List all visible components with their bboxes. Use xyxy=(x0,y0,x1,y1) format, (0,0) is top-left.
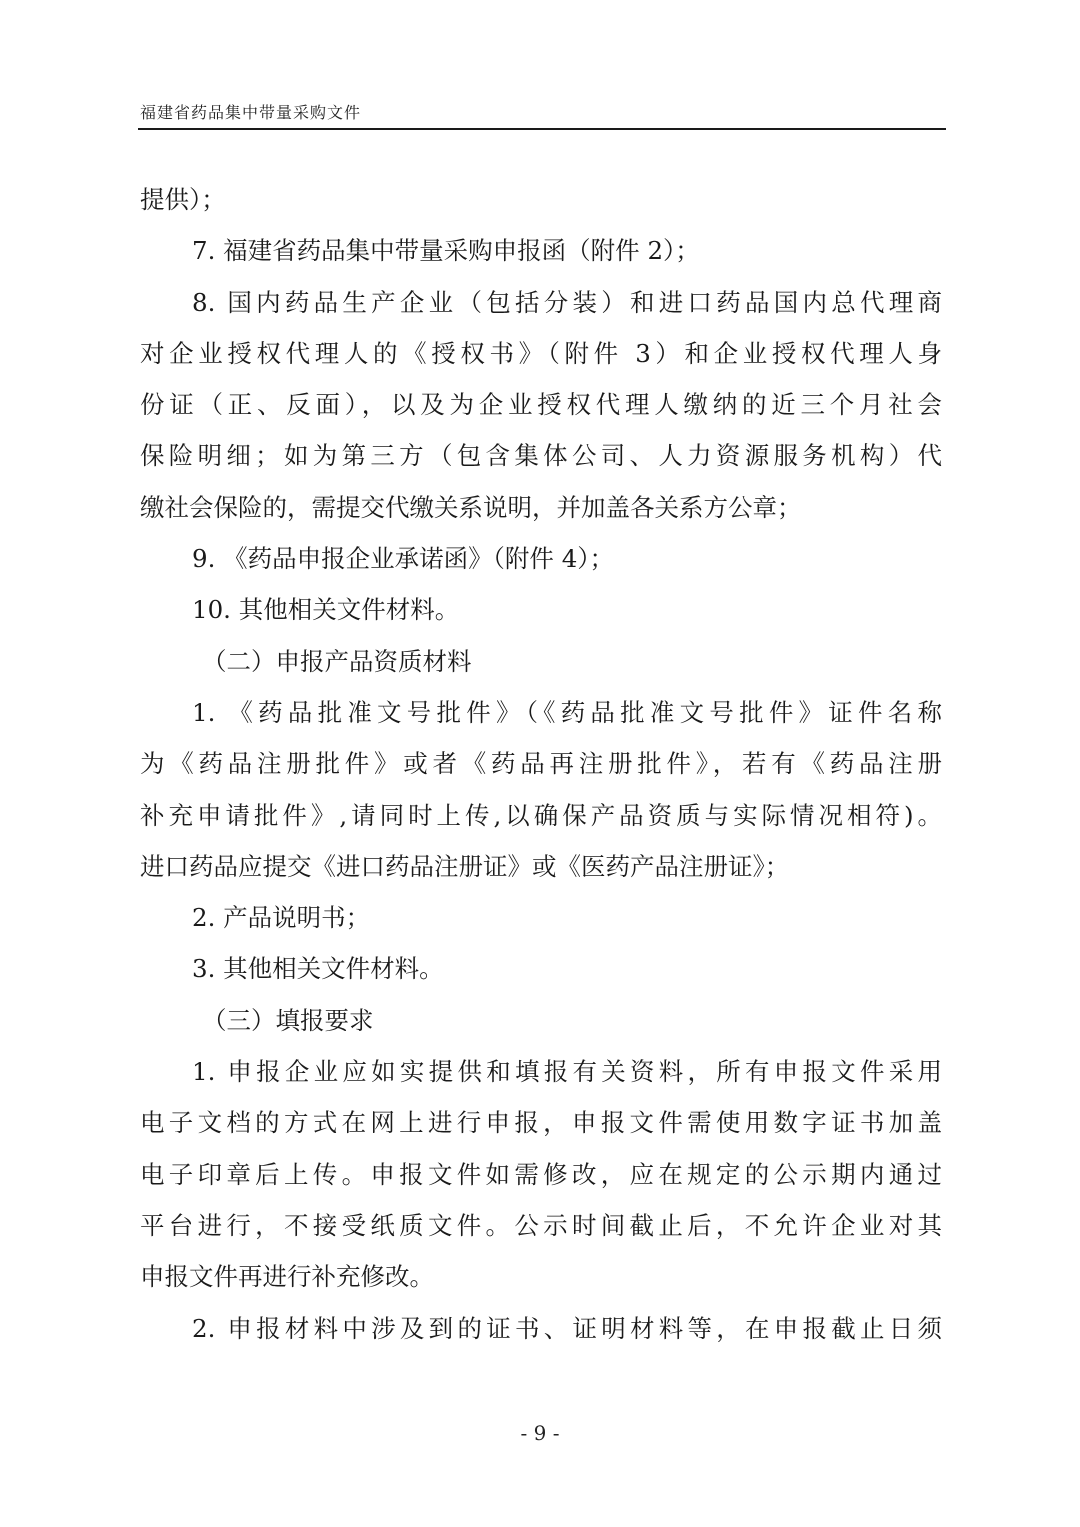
text-line: 为《药品注册批件》或者《药品再注册批件》，若有《药品注册 xyxy=(140,749,942,779)
text-line: 缴社会保险的，需提交代缴关系说明，并加盖各关系方公章； xyxy=(140,492,802,522)
text-line: 平台进行，不接受纸质文件。公示时间截止后，不允许企业对其 xyxy=(140,1210,942,1240)
text-line: 1. 《药品批准文号批件》（《药品批准文号批件》证件名称 xyxy=(192,697,942,727)
page-number: - 9 - xyxy=(520,1421,560,1445)
text-line: 电子文档的方式在网上进行申报，申报文件需使用数字证书加盖 xyxy=(140,1108,942,1138)
text-line: 7. 福建省药品集中带量采购申报函（附件 2）； xyxy=(192,236,700,266)
text-line: 1. 申报企业应如实提供和填报有关资料，所有申报文件采用 xyxy=(192,1057,942,1087)
running-header: 福建省药品集中带量采购文件 xyxy=(140,103,362,122)
section-heading: （二）申报产品资质材料 xyxy=(202,646,472,676)
text-line: 申报文件再进行补充修改。 xyxy=(140,1262,434,1292)
text-line: 2. 产品说明书； xyxy=(192,903,371,933)
text-line: 10. 其他相关文件材料。 xyxy=(192,595,460,625)
section-heading: （三）填报要求 xyxy=(202,1005,374,1035)
text-line: 提供）； xyxy=(140,185,226,214)
text-line: 补充申请批件》,请同时上传,以确保产品资质与实际情况相符)。 xyxy=(140,800,942,830)
text-line: 3. 其他相关文件材料。 xyxy=(192,954,444,984)
text-line: 保险明细；如为第三方（包含集体公司、人力资源服务机构）代 xyxy=(140,441,942,471)
text-line: 进口药品应提交《进口药品注册证》或《医药产品注册证》； xyxy=(140,851,790,881)
text-line: 8. 国内药品生产企业（包括分装）和进口药品国内总代理商 xyxy=(192,287,942,317)
text-line: 对企业授权代理人的《授权书》（附件 3）和企业授权代理人身 xyxy=(140,338,942,368)
text-line: 9. 《药品申报企业承诺函》（附件 4）； xyxy=(192,544,615,574)
header-divider xyxy=(138,128,946,130)
text-line: 2. 申报材料中涉及到的证书、证明材料等，在申报截止日须 xyxy=(192,1313,942,1343)
document-body xyxy=(140,174,942,1354)
text-line: 份证（正、反面），以及为企业授权代理人缴纳的近三个月社会 xyxy=(140,390,942,420)
text-line: 电子印章后上传。申报文件如需修改，应在规定的公示期内通过 xyxy=(140,1159,942,1189)
